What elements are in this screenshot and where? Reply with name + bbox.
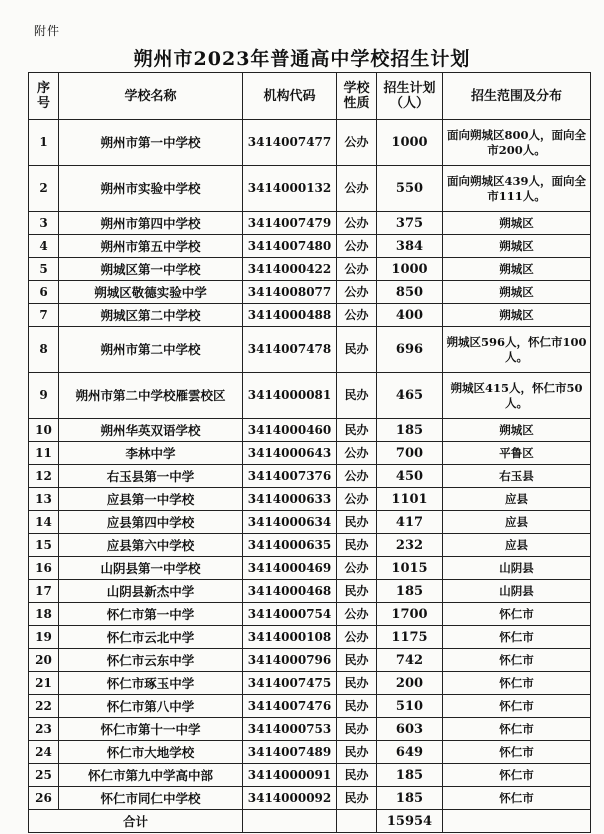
row-org-code: 3414000091 xyxy=(243,764,337,787)
row-scope: 朔城区415人，怀仁市50人。 xyxy=(443,373,591,419)
row-seq: 19 xyxy=(29,626,59,649)
table-row xyxy=(29,718,591,741)
row-org-code: 3414000460 xyxy=(243,419,337,442)
row-school-name: 右玉县第一中学 xyxy=(59,465,243,488)
table-row xyxy=(29,764,591,787)
row-scope: 山阴县 xyxy=(443,557,591,580)
row-school-name: 朔城区第一中学校 xyxy=(59,258,243,281)
total-nature-empty xyxy=(337,810,377,833)
table-header-row xyxy=(29,73,591,120)
row-school-nature: 民办 xyxy=(337,741,377,764)
row-school-name: 应县第一中学校 xyxy=(59,488,243,511)
row-seq: 4 xyxy=(29,235,59,258)
row-school-nature: 民办 xyxy=(337,373,377,419)
table-row xyxy=(29,281,591,304)
row-scope: 应县 xyxy=(443,511,591,534)
row-school-nature: 民办 xyxy=(337,718,377,741)
row-seq: 22 xyxy=(29,695,59,718)
table-body xyxy=(29,120,591,810)
row-seq: 5 xyxy=(29,258,59,281)
row-org-code: 3414000635 xyxy=(243,534,337,557)
row-org-code: 3414000753 xyxy=(243,718,337,741)
row-school-nature: 民办 xyxy=(337,695,377,718)
row-school-name: 怀仁市第十一中学 xyxy=(59,718,243,741)
attachment-label: 附件 xyxy=(34,24,61,38)
row-plan-count: 384 xyxy=(377,235,443,258)
row-org-code: 3414000796 xyxy=(243,649,337,672)
row-school-nature: 公办 xyxy=(337,212,377,235)
table-row xyxy=(29,465,591,488)
row-plan-count: 1000 xyxy=(377,258,443,281)
table-row xyxy=(29,511,591,534)
row-school-name: 怀仁市第八中学 xyxy=(59,695,243,718)
row-scope: 朔城区 xyxy=(443,281,591,304)
row-seq: 1 xyxy=(29,120,59,166)
row-org-code: 3414007478 xyxy=(243,327,337,373)
row-plan-count: 603 xyxy=(377,718,443,741)
table-row xyxy=(29,304,591,327)
row-school-nature: 公办 xyxy=(337,258,377,281)
row-scope: 怀仁市 xyxy=(443,695,591,718)
header-school: 学校名称 xyxy=(59,73,243,120)
row-org-code: 3414000754 xyxy=(243,603,337,626)
header-code: 机构代码 xyxy=(243,73,337,120)
row-plan-count: 1015 xyxy=(377,557,443,580)
row-org-code: 3414000488 xyxy=(243,304,337,327)
table-row xyxy=(29,534,591,557)
row-plan-count: 1000 xyxy=(377,120,443,166)
row-seq: 8 xyxy=(29,327,59,373)
row-org-code: 3414007477 xyxy=(243,120,337,166)
row-school-name: 应县第四中学校 xyxy=(59,511,243,534)
table-row xyxy=(29,212,591,235)
row-plan-count: 185 xyxy=(377,787,443,810)
row-org-code: 3414008077 xyxy=(243,281,337,304)
row-plan-count: 649 xyxy=(377,741,443,764)
row-plan-count: 850 xyxy=(377,281,443,304)
row-org-code: 3414000643 xyxy=(243,442,337,465)
row-school-name: 怀仁市第一中学 xyxy=(59,603,243,626)
row-school-nature: 民办 xyxy=(337,580,377,603)
row-school-nature: 公办 xyxy=(337,626,377,649)
row-seq: 16 xyxy=(29,557,59,580)
row-seq: 26 xyxy=(29,787,59,810)
row-school-name: 朔州市第一中学校 xyxy=(59,120,243,166)
row-school-nature: 民办 xyxy=(337,649,377,672)
row-scope: 面向朔城区800人，面向全市200人。 xyxy=(443,120,591,166)
row-school-name: 怀仁市琢玉中学 xyxy=(59,672,243,695)
row-org-code: 3414007479 xyxy=(243,212,337,235)
row-scope: 怀仁市 xyxy=(443,649,591,672)
row-org-code: 3414000422 xyxy=(243,258,337,281)
row-org-code: 3414000108 xyxy=(243,626,337,649)
row-plan-count: 696 xyxy=(377,327,443,373)
row-school-nature: 公办 xyxy=(337,465,377,488)
row-school-nature: 民办 xyxy=(337,534,377,557)
row-scope: 应县 xyxy=(443,488,591,511)
row-school-nature: 民办 xyxy=(337,764,377,787)
row-seq: 14 xyxy=(29,511,59,534)
table-row xyxy=(29,741,591,764)
header-plan: 招生计划（人） xyxy=(377,73,443,120)
row-school-name: 朔州市第五中学校 xyxy=(59,235,243,258)
table-row xyxy=(29,672,591,695)
row-org-code: 3414007376 xyxy=(243,465,337,488)
row-scope: 朔城区 xyxy=(443,258,591,281)
row-plan-count: 700 xyxy=(377,442,443,465)
row-scope: 应县 xyxy=(443,534,591,557)
table-row xyxy=(29,580,591,603)
row-school-nature: 公办 xyxy=(337,442,377,465)
total-scope-empty xyxy=(443,810,591,833)
row-org-code: 3414007476 xyxy=(243,695,337,718)
row-plan-count: 400 xyxy=(377,304,443,327)
row-seq: 12 xyxy=(29,465,59,488)
row-plan-count: 465 xyxy=(377,373,443,419)
table-row xyxy=(29,327,591,373)
row-scope: 怀仁市 xyxy=(443,741,591,764)
row-school-name: 山阴县新杰中学 xyxy=(59,580,243,603)
row-plan-count: 185 xyxy=(377,419,443,442)
row-school-name: 怀仁市同仁中学校 xyxy=(59,787,243,810)
total-row xyxy=(29,810,591,833)
row-seq: 15 xyxy=(29,534,59,557)
row-school-name: 山阴县第一中学校 xyxy=(59,557,243,580)
row-scope: 朔城区 xyxy=(443,304,591,327)
row-seq: 3 xyxy=(29,212,59,235)
row-plan-count: 200 xyxy=(377,672,443,695)
page-title: 朔州市2023年普通高中学校招生计划 xyxy=(133,48,471,70)
header-scope: 招生范围及分布 xyxy=(443,73,591,120)
row-school-name: 朔城区第二中学校 xyxy=(59,304,243,327)
row-seq: 11 xyxy=(29,442,59,465)
row-seq: 20 xyxy=(29,649,59,672)
total-plan: 15954 xyxy=(377,810,443,833)
row-school-nature: 公办 xyxy=(337,304,377,327)
header-nature: 学校性质 xyxy=(337,73,377,120)
row-seq: 13 xyxy=(29,488,59,511)
table-row xyxy=(29,258,591,281)
row-school-nature: 民办 xyxy=(337,672,377,695)
row-scope: 怀仁市 xyxy=(443,672,591,695)
row-plan-count: 232 xyxy=(377,534,443,557)
row-org-code: 3414000633 xyxy=(243,488,337,511)
row-scope: 右玉县 xyxy=(443,465,591,488)
row-plan-count: 1101 xyxy=(377,488,443,511)
row-school-nature: 公办 xyxy=(337,166,377,212)
row-org-code: 3414007480 xyxy=(243,235,337,258)
row-seq: 2 xyxy=(29,166,59,212)
table-row xyxy=(29,419,591,442)
row-plan-count: 417 xyxy=(377,511,443,534)
row-org-code: 3414000469 xyxy=(243,557,337,580)
table-row xyxy=(29,695,591,718)
row-org-code: 3414007475 xyxy=(243,672,337,695)
row-school-nature: 民办 xyxy=(337,419,377,442)
table-row xyxy=(29,787,591,810)
row-org-code: 3414007489 xyxy=(243,741,337,764)
row-plan-count: 185 xyxy=(377,580,443,603)
row-org-code: 3414000081 xyxy=(243,373,337,419)
enrollment-plan-table xyxy=(28,72,591,833)
row-school-nature: 民办 xyxy=(337,511,377,534)
row-scope: 怀仁市 xyxy=(443,764,591,787)
row-plan-count: 550 xyxy=(377,166,443,212)
row-seq: 24 xyxy=(29,741,59,764)
row-school-name: 朔城区敬德实验中学 xyxy=(59,281,243,304)
row-seq: 25 xyxy=(29,764,59,787)
row-scope: 朔城区596人，怀仁市100人。 xyxy=(443,327,591,373)
row-org-code: 3414000132 xyxy=(243,166,337,212)
row-scope: 平鲁区 xyxy=(443,442,591,465)
row-school-name: 李林中学 xyxy=(59,442,243,465)
row-seq: 18 xyxy=(29,603,59,626)
row-scope: 面向朔城区439人，面向全市111人。 xyxy=(443,166,591,212)
row-school-name: 朔州市第二中学校 xyxy=(59,327,243,373)
row-seq: 10 xyxy=(29,419,59,442)
total-label: 合计 xyxy=(29,810,243,833)
row-plan-count: 510 xyxy=(377,695,443,718)
row-school-name: 朔州市第二中学校雁雲校区 xyxy=(59,373,243,419)
row-school-nature: 公办 xyxy=(337,120,377,166)
row-school-name: 朔州华英双语学校 xyxy=(59,419,243,442)
row-seq: 21 xyxy=(29,672,59,695)
row-school-name: 朔州市第四中学校 xyxy=(59,212,243,235)
row-plan-count: 1175 xyxy=(377,626,443,649)
row-scope: 山阴县 xyxy=(443,580,591,603)
row-scope: 朔城区 xyxy=(443,212,591,235)
table-row xyxy=(29,235,591,258)
row-scope: 怀仁市 xyxy=(443,718,591,741)
row-seq: 9 xyxy=(29,373,59,419)
row-org-code: 3414000468 xyxy=(243,580,337,603)
row-school-name: 怀仁市云北中学 xyxy=(59,626,243,649)
total-code-empty xyxy=(243,810,337,833)
row-seq: 17 xyxy=(29,580,59,603)
row-org-code: 3414000634 xyxy=(243,511,337,534)
table-row xyxy=(29,626,591,649)
row-plan-count: 185 xyxy=(377,764,443,787)
header-seq: 序号 xyxy=(29,73,59,120)
row-school-name: 应县第六中学校 xyxy=(59,534,243,557)
table-row xyxy=(29,488,591,511)
row-school-name: 朔州市实验中学校 xyxy=(59,166,243,212)
row-school-nature: 民办 xyxy=(337,787,377,810)
row-seq: 6 xyxy=(29,281,59,304)
row-school-name: 怀仁市云东中学 xyxy=(59,649,243,672)
row-plan-count: 1700 xyxy=(377,603,443,626)
table-row xyxy=(29,442,591,465)
row-plan-count: 375 xyxy=(377,212,443,235)
row-school-nature: 公办 xyxy=(337,488,377,511)
row-scope: 怀仁市 xyxy=(443,603,591,626)
row-school-name: 怀仁市大地学校 xyxy=(59,741,243,764)
row-school-nature: 公办 xyxy=(337,235,377,258)
table-row xyxy=(29,166,591,212)
row-seq: 7 xyxy=(29,304,59,327)
table-row xyxy=(29,557,591,580)
row-scope: 怀仁市 xyxy=(443,626,591,649)
row-org-code: 3414000092 xyxy=(243,787,337,810)
row-scope: 朔城区 xyxy=(443,235,591,258)
row-plan-count: 742 xyxy=(377,649,443,672)
row-plan-count: 450 xyxy=(377,465,443,488)
row-school-nature: 公办 xyxy=(337,557,377,580)
row-scope: 朔城区 xyxy=(443,419,591,442)
table-row xyxy=(29,120,591,166)
row-scope: 怀仁市 xyxy=(443,787,591,810)
row-seq: 23 xyxy=(29,718,59,741)
row-school-nature: 民办 xyxy=(337,327,377,373)
table-row xyxy=(29,603,591,626)
row-school-nature: 公办 xyxy=(337,603,377,626)
row-school-name: 怀仁市第九中学高中部 xyxy=(59,764,243,787)
row-school-nature: 公办 xyxy=(337,281,377,304)
table-row xyxy=(29,649,591,672)
table-row xyxy=(29,373,591,419)
